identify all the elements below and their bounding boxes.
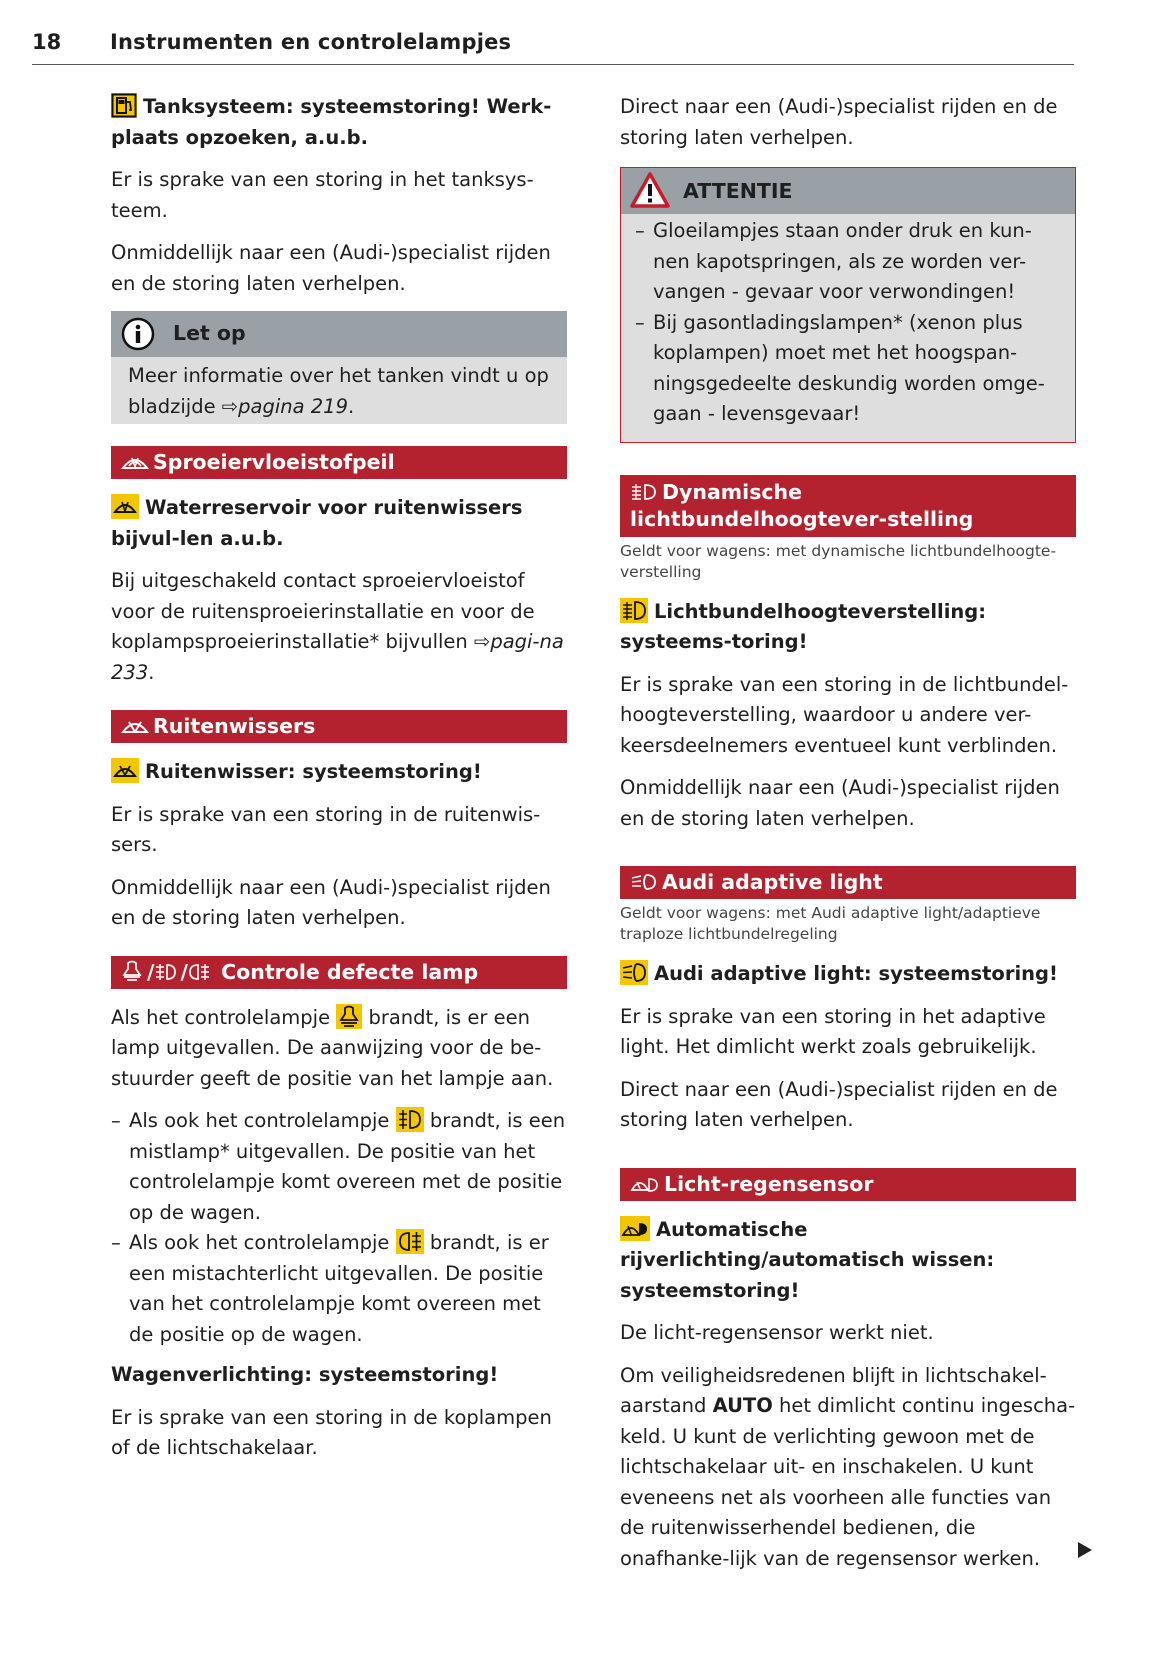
list-item-text: Als ook het controlelampje bbox=[129, 1109, 396, 1132]
warning-body bbox=[621, 214, 1075, 442]
wiper-heading bbox=[111, 757, 567, 788]
lamp-list bbox=[111, 1106, 567, 1350]
note-title: Let op bbox=[173, 321, 246, 345]
separator: / bbox=[180, 959, 188, 984]
washer-text-end: . bbox=[148, 660, 155, 684]
rear-fog-lamp-icon bbox=[396, 1229, 424, 1254]
rain-paragraph-1: De licht-regensensor werkt niet. bbox=[620, 1321, 934, 1344]
note-header bbox=[111, 311, 567, 357]
separator: / bbox=[147, 959, 155, 984]
dynamic-paragraph-1: Er is sprake van een storing in de lichtbundel-hoogteverstelling, waardoor u andere ver-keersdeelnemers eventueel kunt verblinden. bbox=[620, 672, 1069, 757]
page-title: Instrumenten en controlelampjes bbox=[110, 30, 512, 54]
wiper-icon bbox=[121, 718, 149, 736]
section-dynamic-title: Dynamische lichtbundelhoogtever-stelling bbox=[630, 479, 974, 531]
aal-paragraph-2: Direct naar een (Audi-)specialist rijden en de storing laten verhelpen. bbox=[620, 1077, 1058, 1131]
wiper-paragraph-2: Onmiddellijk naar een (Audi-)specialist rijden en de storing laten verhelpen. bbox=[111, 875, 551, 929]
vehicle-lighting-paragraph: Er is sprake van een storing in de koplampen of de lichtschakelaar. bbox=[111, 1405, 552, 1459]
washer-heading-text: Waterreservoir voor ruitenwissers bijvul-len a.u.b. bbox=[111, 496, 523, 550]
section-dynamic-headlight-range bbox=[620, 475, 1076, 537]
wiper-heading-text: Ruitenwisser: systeemstoring! bbox=[145, 760, 482, 783]
section-washer-fluid bbox=[111, 446, 567, 479]
washer-paragraph bbox=[111, 566, 567, 688]
rain-text-end: het dimlicht continu ingescha-keld. U kunt de verlichting gewoon met de lichtschakelaar uit- en inschakelen. U kunt eveneens net als voorheen alle functies van de ruitenwisserhendel bedienen, die onafhanke-lijk van de regensensor werken. bbox=[620, 1394, 1076, 1570]
dynamic-paragraph-2: Onmiddellijk naar een (Audi-)specialist rijden en de storing laten verhelpen. bbox=[620, 776, 1060, 830]
section-light-rain-sensor bbox=[620, 1168, 1076, 1201]
rain-heading-text: Automatische rijverlichting/automatisch wissen: systeemstoring! bbox=[620, 1217, 995, 1302]
note-box bbox=[111, 311, 567, 424]
light-rain-sensor-fault-icon bbox=[620, 1216, 650, 1241]
section-wipers bbox=[111, 710, 567, 743]
list-item-text: Als ook het controlelampje bbox=[129, 1231, 396, 1254]
tank-paragraph-2: Onmiddellijk naar een (Audi-)specialist rijden en de storing laten verhelpen. bbox=[111, 241, 551, 295]
warning-header bbox=[621, 168, 1075, 214]
headlight-range-icon bbox=[630, 482, 658, 502]
list-item-text-end: brandt, is een mistlamp* uitgevallen. De positie van het controlelampje komt overeen met de positie op de wagen. bbox=[129, 1109, 566, 1224]
aal-applies-to: Geldt voor wagens: met Audi adaptive light/adaptieve traploze lichtbundelregeling bbox=[620, 904, 1041, 943]
washer-fluid-icon bbox=[121, 454, 149, 472]
rear-fog-lamp-icon bbox=[188, 962, 210, 982]
headlight-range-fault-icon bbox=[620, 598, 648, 623]
section-audi-adaptive-light bbox=[620, 866, 1076, 899]
washer-reservoir-icon bbox=[111, 494, 139, 519]
lamp-paragraph bbox=[111, 1003, 567, 1095]
note-body bbox=[111, 357, 567, 424]
tank-heading bbox=[111, 92, 567, 153]
list-item: – Bij gasontladingslampen* (xenon plus koplampen) moet met het hoogspan-ningsgedeelte deskundig worden omge-gaan - levensgevaar! bbox=[635, 308, 1061, 430]
fuel-system-icon bbox=[111, 93, 137, 118]
lamp-text-end: brandt, is er een lamp uitgevallen. De aanwijzing voor de be-stuurder geeft de positie van het lampje aan. bbox=[111, 1005, 554, 1090]
warning-triangle-icon bbox=[629, 171, 671, 209]
rain-heading bbox=[620, 1215, 1076, 1307]
tank-paragraph-1: Er is sprake van een storing in het tanksys-teem. bbox=[111, 168, 534, 222]
fog-lamp-icon bbox=[155, 962, 177, 982]
rain-text: Om veiligheidsredenen blijft in lichtschakel-aarstand bbox=[620, 1363, 1047, 1417]
section-defective-lamp bbox=[111, 956, 567, 989]
wiper-fault-icon bbox=[111, 758, 139, 783]
section-washer-title: Sproeiervloeistofpeil bbox=[153, 450, 395, 474]
washer-page-link[interactable]: pagi-na 233 bbox=[111, 630, 564, 684]
wiper-paragraph-1: Er is sprake van een storing in de ruitenwis-sers. bbox=[111, 802, 541, 856]
left-column bbox=[111, 92, 567, 1476]
vehicle-lighting-heading: Wagenverlichting: systeemstoring! bbox=[111, 1363, 499, 1386]
warning-box bbox=[620, 167, 1076, 443]
adaptive-light-icon bbox=[630, 872, 658, 892]
top-paragraph: Direct naar een (Audi-)specialist rijden en de storing laten verhelpen. bbox=[620, 95, 1058, 149]
adaptive-light-fault-icon bbox=[620, 960, 648, 985]
dynamic-heading-text: Lichtbundelhoogteverstelling: systeems-toring! bbox=[620, 599, 987, 653]
bulb-warning-icon bbox=[336, 1004, 362, 1029]
info-icon bbox=[121, 317, 155, 351]
section-aal-title: Audi adaptive light bbox=[662, 870, 883, 894]
auto-label: AUTO bbox=[712, 1394, 773, 1417]
section-lamp-title: Controle defecte lamp bbox=[221, 959, 479, 984]
list-item bbox=[111, 1228, 567, 1350]
next-page-arrow-icon[interactable] bbox=[1077, 1541, 1093, 1559]
list-item-text-end: brandt, is er een mistachterlicht uitgevallen. De positie van het controlelampje komt overeen met de positie op de wagen. bbox=[129, 1231, 549, 1346]
section-wipers-title: Ruitenwissers bbox=[153, 714, 316, 738]
note-text-end: . bbox=[347, 394, 355, 418]
dynamic-applies-to: Geldt voor wagens: met dynamische lichtbundelhoogte-verstelling bbox=[620, 541, 1057, 581]
arrow-icon: ⇨ bbox=[473, 630, 491, 653]
washer-heading bbox=[111, 493, 567, 554]
warning-title: ATTENTIE bbox=[683, 179, 793, 203]
aal-heading-text: Audi adaptive light: systeemstoring! bbox=[654, 962, 1058, 985]
note-page-link[interactable]: pagina 219 bbox=[238, 394, 348, 418]
light-rain-sensor-icon bbox=[630, 1174, 660, 1194]
right-column bbox=[620, 92, 1076, 1586]
section-rain-title: Licht-regensensor bbox=[664, 1171, 874, 1196]
aal-paragraph-1: Er is sprake van een storing in het adaptive light. Het dimlicht werkt zoals gebruikelijk. bbox=[620, 1004, 1046, 1058]
warning-list bbox=[635, 216, 1061, 430]
rain-paragraph-2 bbox=[620, 1361, 1076, 1575]
washer-text: Bij uitgeschakeld contact sproeiervloeistof voor de ruitensproeierinstallatie en voor de koplampsproeierinstallatie* bijvullen bbox=[111, 569, 535, 653]
bulb-warning-icon bbox=[121, 960, 143, 982]
list-item: – Gloeilampjes staan onder druk en kun-nen kapotspringen, als ze worden ver-vangen - gevaar voor verwondingen! bbox=[635, 216, 1061, 308]
list-item bbox=[111, 1106, 567, 1228]
fog-lamp-icon bbox=[396, 1107, 424, 1132]
dynamic-heading bbox=[620, 597, 1076, 658]
page-header bbox=[32, 30, 1074, 65]
arrow-icon: ⇨ bbox=[221, 394, 239, 418]
note-text: Meer informatie over het tanken vindt u op bladzijde bbox=[128, 364, 549, 418]
aal-heading bbox=[620, 959, 1076, 990]
lamp-text: Als het controlelampje bbox=[111, 1005, 337, 1029]
tank-heading-text: Tanksysteem: systeemstoring! Werk-plaats opzoeken, a.u.b. bbox=[111, 95, 552, 149]
page-number: 18 bbox=[32, 30, 62, 54]
